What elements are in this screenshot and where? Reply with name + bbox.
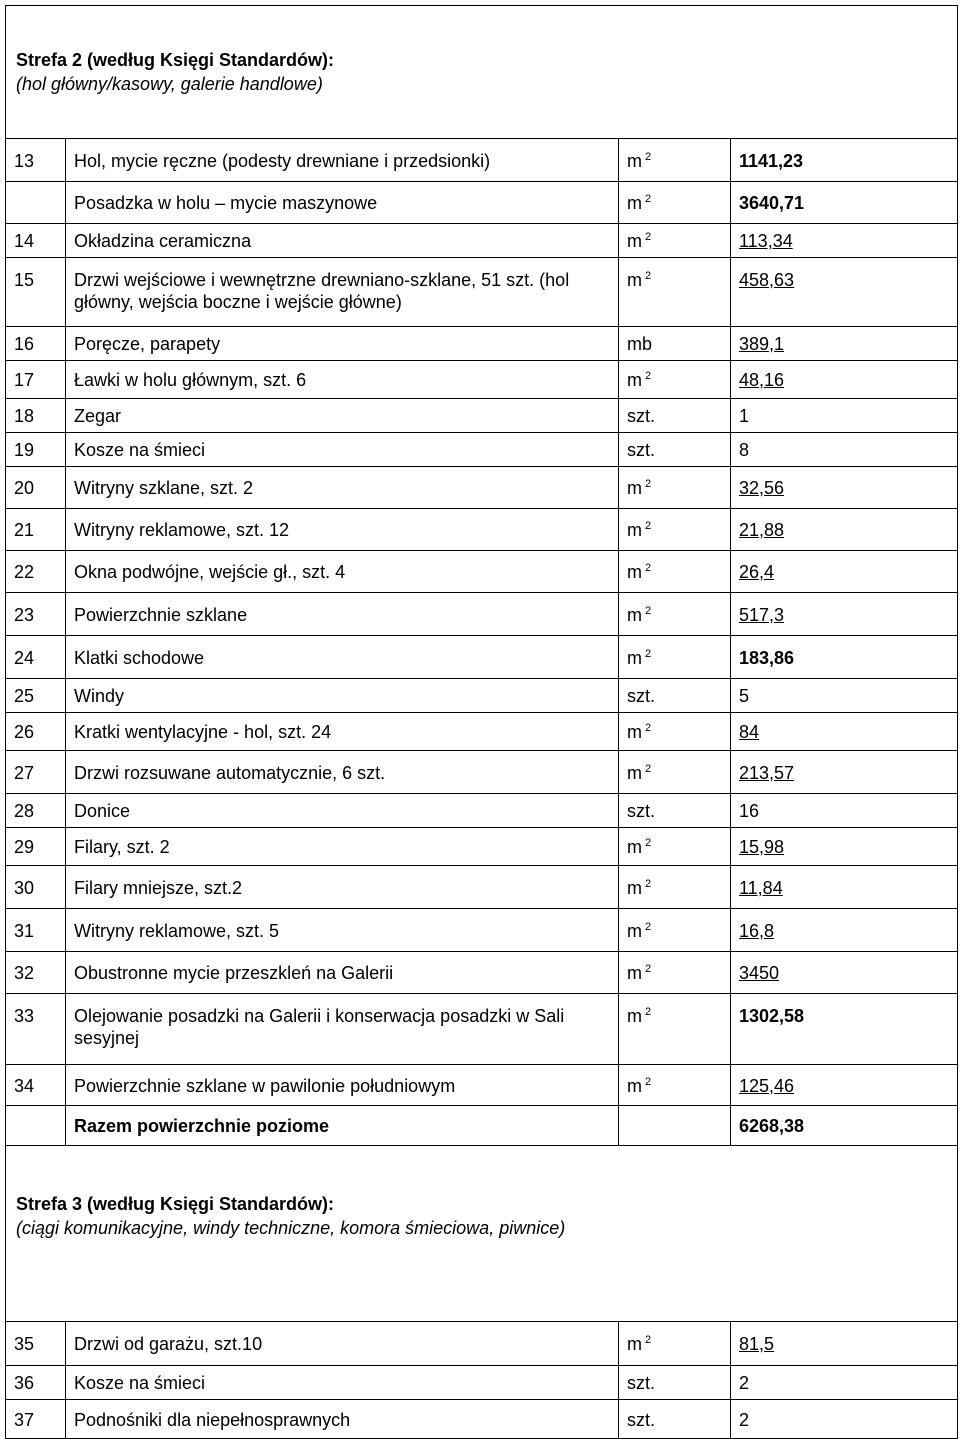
table-row: [6, 182, 958, 224]
item-number: 16: [14, 334, 35, 354]
table-row: [6, 828, 958, 866]
item-number-cell: [6, 713, 66, 751]
unit-cell: [619, 593, 731, 636]
item-value: 16: [739, 801, 760, 821]
zone2-header-cell: [6, 6, 958, 139]
value-cell: [731, 182, 958, 224]
value-cell: [731, 1400, 958, 1439]
item-description: Zegar: [74, 406, 122, 426]
item-description: Filary, szt. 2: [74, 837, 170, 857]
item-value: 8: [739, 440, 750, 460]
value-cell: [731, 399, 958, 433]
value-cell: [731, 952, 958, 994]
item-description: Drzwi rozsuwane automatycznie, 6 szt.: [74, 763, 386, 783]
description-cell: [66, 224, 619, 258]
zone2-header-row: [6, 6, 958, 139]
unit-cell: [619, 327, 731, 361]
unit-cell: [619, 467, 731, 509]
item-value: 84: [739, 722, 760, 742]
item-description: Okładzina ceramiczna: [74, 231, 252, 251]
item-number: 21: [14, 520, 35, 540]
item-value: 81,5: [739, 1334, 775, 1354]
item-number: 36: [14, 1373, 35, 1393]
value-cell: [731, 679, 958, 713]
unit: szt.: [627, 406, 656, 426]
item-value: 48,16: [739, 370, 785, 390]
unit-cell: [619, 751, 731, 794]
unit-cell: [619, 361, 731, 399]
table-row: [6, 1366, 958, 1400]
value-cell: [731, 361, 958, 399]
unit: m: [627, 648, 642, 668]
table-row: [6, 994, 958, 1065]
zone2-subtitle: (hol główny/kasowy, galerie handlowe): [16, 74, 323, 94]
description-cell: [66, 679, 619, 713]
table-row: [6, 794, 958, 828]
item-value: 2: [739, 1410, 750, 1430]
item-number: 17: [14, 370, 35, 390]
unit-exponent: 2: [645, 151, 652, 163]
unit-exponent: 2: [645, 648, 652, 660]
unit-cell: [619, 794, 731, 828]
item-number-cell: [6, 679, 66, 713]
unit-cell: [619, 866, 731, 909]
item-number: 13: [14, 151, 35, 171]
item-description: Okna podwójne, wejście gł., szt. 4: [74, 562, 346, 582]
table-row: [6, 467, 958, 509]
table-row: [6, 751, 958, 794]
description-cell: [66, 1400, 619, 1439]
unit-exponent: 2: [645, 270, 652, 282]
item-description: Kosze na śmieci: [74, 1373, 206, 1393]
item-value: 458,63: [739, 270, 795, 290]
item-value: 183,86: [739, 648, 795, 668]
total-label: Razem powierzchnie poziome: [74, 1116, 330, 1136]
total-value: 6268,38: [739, 1116, 805, 1136]
unit: m: [627, 270, 642, 290]
table-row: [6, 361, 958, 399]
item-description: Drzwi wejściowe i wewnętrzne drewniano-szklane, 51 szt. (hol główny, wejścia boczne i wejście główne): [74, 270, 570, 312]
total-label-cell: [66, 1106, 619, 1146]
item-description: Ławki w holu głównym, szt. 6: [74, 370, 307, 390]
item-value: 213,57: [739, 763, 795, 783]
item-value: 389,1: [739, 334, 785, 354]
table-row: [6, 636, 958, 679]
item-description: Obustronne mycie przeszkleń na Galerii: [74, 963, 394, 983]
item-number-cell: [6, 751, 66, 794]
unit: m: [627, 722, 642, 742]
item-value: 26,4: [739, 562, 775, 582]
item-number: 24: [14, 648, 35, 668]
zone3-subtitle: (ciągi komunikacyjne, windy techniczne, komora śmieciowa, piwnice): [16, 1218, 566, 1238]
table-row: [6, 399, 958, 433]
item-number: 22: [14, 562, 35, 582]
item-value: 1141,23: [739, 151, 804, 171]
table-row: [6, 909, 958, 952]
item-number: 18: [14, 406, 35, 426]
description-cell: [66, 433, 619, 467]
item-number-cell: [6, 794, 66, 828]
item-number-cell: [6, 327, 66, 361]
description-cell: [66, 467, 619, 509]
unit-cell: [619, 1366, 731, 1400]
unit-cell: [619, 679, 731, 713]
zone2-title: Strefa 2 (według Księgi Standardów):: [16, 50, 335, 70]
item-value: 113,34: [739, 231, 793, 251]
item-number: 32: [14, 963, 35, 983]
item-description: Poręcze, parapety: [74, 334, 221, 354]
value-cell: [731, 751, 958, 794]
unit: m: [627, 478, 642, 498]
description-cell: [66, 1366, 619, 1400]
item-number: 31: [14, 921, 35, 941]
value-cell: [731, 467, 958, 509]
unit-cell: [619, 224, 731, 258]
total-empty-cell: [6, 1106, 66, 1146]
item-number: 27: [14, 763, 35, 783]
description-cell: [66, 593, 619, 636]
description-cell: [66, 794, 619, 828]
item-value: 11,84: [739, 878, 783, 898]
description-cell: [66, 994, 619, 1065]
description-cell: [66, 258, 619, 327]
total-unit-cell: [619, 1106, 731, 1146]
unit-exponent: 2: [645, 562, 652, 574]
unit: m: [627, 963, 642, 983]
item-number-cell: [6, 433, 66, 467]
unit: szt.: [627, 1410, 656, 1430]
unit: m: [627, 520, 642, 540]
item-number: 29: [14, 837, 35, 857]
unit-exponent: 2: [645, 605, 652, 617]
item-description: Posadzka w holu – mycie maszynowe: [74, 193, 378, 213]
description-cell: [66, 952, 619, 994]
unit-exponent: 2: [645, 921, 652, 933]
item-number-cell: [6, 952, 66, 994]
table-row: [6, 258, 958, 327]
description-cell: [66, 327, 619, 361]
unit-cell: [619, 182, 731, 224]
unit-cell: [619, 909, 731, 952]
description-cell: [66, 866, 619, 909]
item-value: 1302,58: [739, 1006, 805, 1026]
zone3-header-row: [6, 1146, 958, 1322]
unit-cell: [619, 551, 731, 593]
item-number-cell: [6, 551, 66, 593]
item-description: Powierzchnie szklane w pawilonie południowym: [74, 1076, 456, 1096]
item-number-cell: [6, 182, 66, 224]
unit-cell: [619, 952, 731, 994]
item-number: 19: [14, 440, 35, 460]
description-cell: [66, 551, 619, 593]
unit: m: [627, 151, 642, 171]
item-number-cell: [6, 866, 66, 909]
unit-exponent: 2: [645, 1334, 652, 1346]
value-cell: [731, 224, 958, 258]
table-row: [6, 509, 958, 551]
item-description: Witryny szklane, szt. 2: [74, 478, 254, 498]
table-row: [6, 139, 958, 182]
unit: m: [627, 1334, 642, 1354]
value-cell: [731, 139, 958, 182]
unit: szt.: [627, 801, 656, 821]
item-number-cell: [6, 994, 66, 1065]
description-cell: [66, 361, 619, 399]
value-cell: [731, 551, 958, 593]
unit: mb: [627, 334, 653, 354]
unit: m: [627, 1076, 642, 1096]
item-number-cell: [6, 139, 66, 182]
table-row: [6, 1322, 958, 1366]
value-cell: [731, 828, 958, 866]
unit-cell: [619, 139, 731, 182]
item-value: 1: [739, 406, 750, 426]
value-cell: [731, 1065, 958, 1106]
table-row: [6, 224, 958, 258]
item-number-cell: [6, 467, 66, 509]
item-number-cell: [6, 1065, 66, 1106]
table-row: [6, 866, 958, 909]
value-cell: [731, 327, 958, 361]
item-description: Kratki wentylacyjne - hol, szt. 24: [74, 722, 332, 742]
unit-exponent: 2: [645, 1076, 652, 1088]
item-number: 30: [14, 878, 35, 898]
unit-exponent: 2: [645, 370, 652, 382]
value-cell: [731, 713, 958, 751]
value-cell: [731, 636, 958, 679]
item-value: 16,8: [739, 921, 775, 941]
unit-exponent: 2: [645, 722, 652, 734]
unit-exponent: 2: [645, 478, 652, 490]
item-description: Witryny reklamowe, szt. 12: [74, 520, 290, 540]
item-number: 28: [14, 801, 35, 821]
unit-cell: [619, 636, 731, 679]
value-cell: [731, 1322, 958, 1366]
description-cell: [66, 399, 619, 433]
unit: szt.: [627, 686, 656, 706]
value-cell: [731, 794, 958, 828]
item-number-cell: [6, 828, 66, 866]
unit-exponent: 2: [645, 520, 652, 532]
item-description: Filary mniejsze, szt.2: [74, 878, 243, 898]
description-cell: [66, 636, 619, 679]
item-description: Witryny reklamowe, szt. 5: [74, 921, 280, 941]
value-cell: [731, 994, 958, 1065]
table-row: [6, 679, 958, 713]
unit: m: [627, 837, 642, 857]
item-number-cell: [6, 224, 66, 258]
unit-cell: [619, 258, 731, 327]
value-cell: [731, 593, 958, 636]
unit: szt.: [627, 440, 656, 460]
item-value: 517,3: [739, 605, 785, 625]
unit-exponent: 2: [645, 963, 652, 975]
item-number-cell: [6, 258, 66, 327]
description-cell: [66, 1322, 619, 1366]
item-value: 2: [739, 1373, 750, 1393]
description-cell: [66, 909, 619, 952]
item-number: 23: [14, 605, 35, 625]
item-value: 21,88: [739, 520, 785, 540]
unit-exponent: 2: [645, 231, 652, 243]
unit-cell: [619, 433, 731, 467]
unit-cell: [619, 1322, 731, 1366]
item-number-cell: [6, 1400, 66, 1439]
unit-exponent: 2: [645, 763, 652, 775]
value-cell: [731, 509, 958, 551]
item-description: Hol, mycie ręczne (podesty drewniane i przedsionki): [74, 151, 491, 171]
item-number: 20: [14, 478, 35, 498]
value-cell: [731, 433, 958, 467]
unit-exponent: 2: [645, 837, 652, 849]
description-cell: [66, 509, 619, 551]
item-value: 32,56: [739, 478, 785, 498]
unit: m: [627, 1006, 642, 1026]
item-value: 15,98: [739, 837, 785, 857]
item-value: 5: [739, 686, 750, 706]
unit: m: [627, 878, 642, 898]
unit: m: [627, 562, 642, 582]
unit-exponent: 2: [645, 878, 652, 890]
total-row: [6, 1106, 958, 1146]
description-cell: [66, 828, 619, 866]
unit: m: [627, 193, 642, 213]
zone3-title: Strefa 3 (według Księgi Standardów):: [16, 1194, 335, 1214]
unit-cell: [619, 994, 731, 1065]
table-row: [6, 1400, 958, 1439]
value-cell: [731, 866, 958, 909]
unit: m: [627, 921, 642, 941]
description-cell: [66, 751, 619, 794]
description-cell: [66, 713, 619, 751]
item-number: 33: [14, 1006, 35, 1026]
item-description: Drzwi od garażu, szt.10: [74, 1334, 263, 1354]
table-row: [6, 433, 958, 467]
item-description: Powierzchnie szklane: [74, 605, 248, 625]
table-row: [6, 952, 958, 994]
item-number-cell: [6, 1366, 66, 1400]
item-description: Podnośniki dla niepełnosprawnych: [74, 1410, 351, 1430]
value-cell: [731, 258, 958, 327]
value-cell: [731, 909, 958, 952]
unit-cell: [619, 509, 731, 551]
item-number: 25: [14, 686, 35, 706]
item-number: 35: [14, 1334, 35, 1354]
item-description: Donice: [74, 801, 131, 821]
unit-exponent: 2: [645, 1006, 652, 1018]
cleaning-scope-table: [5, 5, 958, 1439]
item-description: Olejowanie posadzki na Galerii i konserwacja posadzki w Sali sesyjnej: [74, 1006, 565, 1048]
unit: m: [627, 763, 642, 783]
table-row: [6, 593, 958, 636]
unit: m: [627, 231, 642, 251]
item-value: 3450: [739, 963, 780, 983]
item-value: 3640,71: [739, 193, 805, 213]
item-description: Windy: [74, 686, 125, 706]
item-number: 14: [14, 231, 35, 251]
item-number: 34: [14, 1076, 35, 1096]
description-cell: [66, 1065, 619, 1106]
item-description: Kosze na śmieci: [74, 440, 206, 460]
unit-cell: [619, 713, 731, 751]
unit: m: [627, 605, 642, 625]
unit-cell: [619, 1065, 731, 1106]
item-number-cell: [6, 593, 66, 636]
unit-exponent: 2: [645, 193, 652, 205]
description-cell: [66, 139, 619, 182]
item-number-cell: [6, 1322, 66, 1366]
item-number-cell: [6, 399, 66, 433]
item-number-cell: [6, 636, 66, 679]
item-number: 26: [14, 722, 35, 742]
document-page: [5, 5, 957, 1430]
value-cell: [731, 1366, 958, 1400]
table-row: [6, 1065, 958, 1106]
unit: m: [627, 370, 642, 390]
item-number: 15: [14, 270, 35, 290]
zone3-header-cell: [6, 1146, 958, 1322]
item-value: 125,46: [739, 1076, 795, 1096]
unit-cell: [619, 1400, 731, 1439]
table-row: [6, 713, 958, 751]
unit-cell: [619, 828, 731, 866]
item-number: 37: [14, 1410, 35, 1430]
description-cell: [66, 182, 619, 224]
item-number-cell: [6, 509, 66, 551]
table-row: [6, 551, 958, 593]
item-number-cell: [6, 361, 66, 399]
item-number-cell: [6, 909, 66, 952]
total-value-cell: [731, 1106, 958, 1146]
item-description: Klatki schodowe: [74, 648, 205, 668]
unit: szt.: [627, 1373, 656, 1393]
table-row: [6, 327, 958, 361]
unit-cell: [619, 399, 731, 433]
